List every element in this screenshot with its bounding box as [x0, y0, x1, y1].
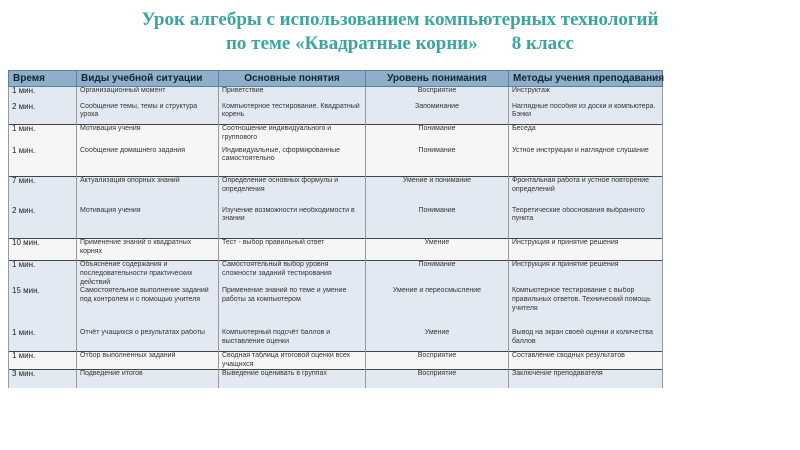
time-cell: 1 мин.	[9, 125, 77, 147]
methods-cell: Беседа	[509, 125, 663, 147]
time-cell: 1 мин.	[9, 261, 77, 288]
time-cell: 7 мин.	[9, 177, 77, 207]
situation-cell: Сообщение домашнего задания	[77, 147, 219, 177]
time-cell: 1 мин.	[9, 87, 77, 103]
table-row	[9, 177, 663, 207]
understanding-cell: Восприятие	[366, 87, 509, 103]
concepts-cell: Изучение возможности необходимости в знании	[219, 207, 366, 239]
methods-cell: Заключение преподавателя	[509, 370, 663, 388]
table-row	[9, 125, 663, 147]
understanding-cell	[366, 319, 509, 329]
understanding-cell: Восприятие	[366, 351, 509, 370]
methods-cell: Фронтальная работа и устное повторение определений	[509, 177, 663, 207]
situation-cell: Отбор выполненных заданий	[77, 351, 219, 370]
situation-cell: Подведение итогов	[77, 370, 219, 388]
table-body	[9, 87, 663, 388]
header-situation: Виды учебной ситуации	[77, 71, 219, 87]
table-row	[9, 370, 663, 388]
concepts-cell: Компьютерное тестирование. Квадратный корень	[219, 103, 366, 125]
title-line-2	[0, 32, 800, 56]
time-cell: 1 мин.	[9, 147, 77, 177]
table-row	[9, 103, 663, 125]
methods-cell: Инструктаж	[509, 87, 663, 103]
situation-cell: Применение знаний о квадратных корнях	[77, 239, 219, 261]
situation-cell: Самостоятельное выполнение заданий под контролем и с помощью учителя	[77, 287, 219, 319]
understanding-cell: Умение и понимание	[366, 177, 509, 207]
table-row	[9, 329, 663, 351]
situation-cell: Организационный момент	[77, 87, 219, 103]
understanding-cell: Восприятие	[366, 370, 509, 388]
methods-cell: Компьютерное тестирование с выбор правильных ответов. Технический помощь учителя	[509, 287, 663, 319]
concepts-cell: Применение знаний по теме и умение работы за компьютером	[219, 287, 366, 319]
table-row	[9, 319, 663, 329]
title-topic: по теме «Квадратные корни»	[225, 33, 478, 54]
methods-cell: Наглядные пособия из доски и компьютера. Бэнки	[509, 103, 663, 125]
methods-cell	[509, 319, 663, 329]
header-understanding: Уровень понимания	[366, 71, 509, 87]
table-row	[9, 351, 663, 370]
time-cell: 1 мин.	[9, 351, 77, 370]
table-row	[9, 287, 663, 319]
methods-cell: Инструкция и принятие решения	[509, 239, 663, 261]
understanding-cell: Понимание	[366, 207, 509, 239]
time-cell	[9, 319, 77, 329]
situation-cell: Отчёт учащихся о результатах работы	[77, 329, 219, 351]
understanding-cell: Умение	[366, 329, 509, 351]
situation-cell	[77, 319, 219, 329]
header-time: Время	[9, 71, 77, 87]
time-cell: 15 мин.	[9, 287, 77, 319]
header-concepts: Основные понятия	[219, 71, 366, 87]
header-methods: Методы учения преподавания	[509, 71, 663, 87]
time-cell: 2 мин.	[9, 103, 77, 125]
situation-cell: Мотивация учения	[77, 207, 219, 239]
understanding-cell: Запоминание	[366, 103, 509, 125]
time-cell: 10 мин.	[9, 239, 77, 261]
methods-cell: Устное инструкции и наглядное слушание	[509, 147, 663, 177]
situation-cell: Объяснение содержания и последовательности практических действий	[77, 261, 219, 288]
concepts-cell: Сводная таблица итоговой оценки всех учащихся	[219, 351, 366, 370]
situation-cell: Сообщение темы, темы и структура урока	[77, 103, 219, 125]
methods-cell: Инструкция и принятие решения	[509, 261, 663, 288]
title-line-1: Урок алгебры с использованием компьютерных технологий	[141, 9, 659, 30]
lesson-plan-table	[8, 70, 663, 388]
concepts-cell: Соотношение индивидуального и группового	[219, 125, 366, 147]
methods-cell: Составление сводных результатов	[509, 351, 663, 370]
understanding-cell: Понимание	[366, 125, 509, 147]
table-row	[9, 239, 663, 261]
understanding-cell: Понимание	[366, 147, 509, 177]
table-row	[9, 147, 663, 177]
concepts-cell: Тест - выбор правильный ответ	[219, 239, 366, 261]
understanding-cell: Понимание	[366, 261, 509, 288]
concepts-cell	[219, 319, 366, 329]
concepts-cell: Выведение оценивать в группах	[219, 370, 366, 388]
time-cell: 1 мин.	[9, 329, 77, 351]
methods-cell: Вывод на экран своей оценки и количества баллов	[509, 329, 663, 351]
slide-title	[0, 8, 800, 56]
time-cell: 2 мин.	[9, 207, 77, 239]
concepts-cell: Приветствие	[219, 87, 366, 103]
methods-cell: Теоретические обоснования выбранного пункта	[509, 207, 663, 239]
table-row	[9, 87, 663, 103]
title-grade: 8 класс	[511, 33, 574, 54]
table-header-row	[9, 71, 663, 87]
concepts-cell: Определение основных формулы и определения	[219, 177, 366, 207]
concepts-cell: Самостоятельный выбор уровня сложности заданий тестирования	[219, 261, 366, 288]
understanding-cell: Умение	[366, 239, 509, 261]
situation-cell: Актуализация опорных знаний	[77, 177, 219, 207]
concepts-cell: Компьютерный подсчёт баллов и выставление оценки	[219, 329, 366, 351]
understanding-cell: Умение и переосмысление	[366, 287, 509, 319]
table-row	[9, 207, 663, 239]
concepts-cell: Индивидуальные, сформированные самостоятельно	[219, 147, 366, 177]
situation-cell: Мотивация учения	[77, 125, 219, 147]
table-row	[9, 261, 663, 288]
time-cell: 3 мин.	[9, 370, 77, 388]
